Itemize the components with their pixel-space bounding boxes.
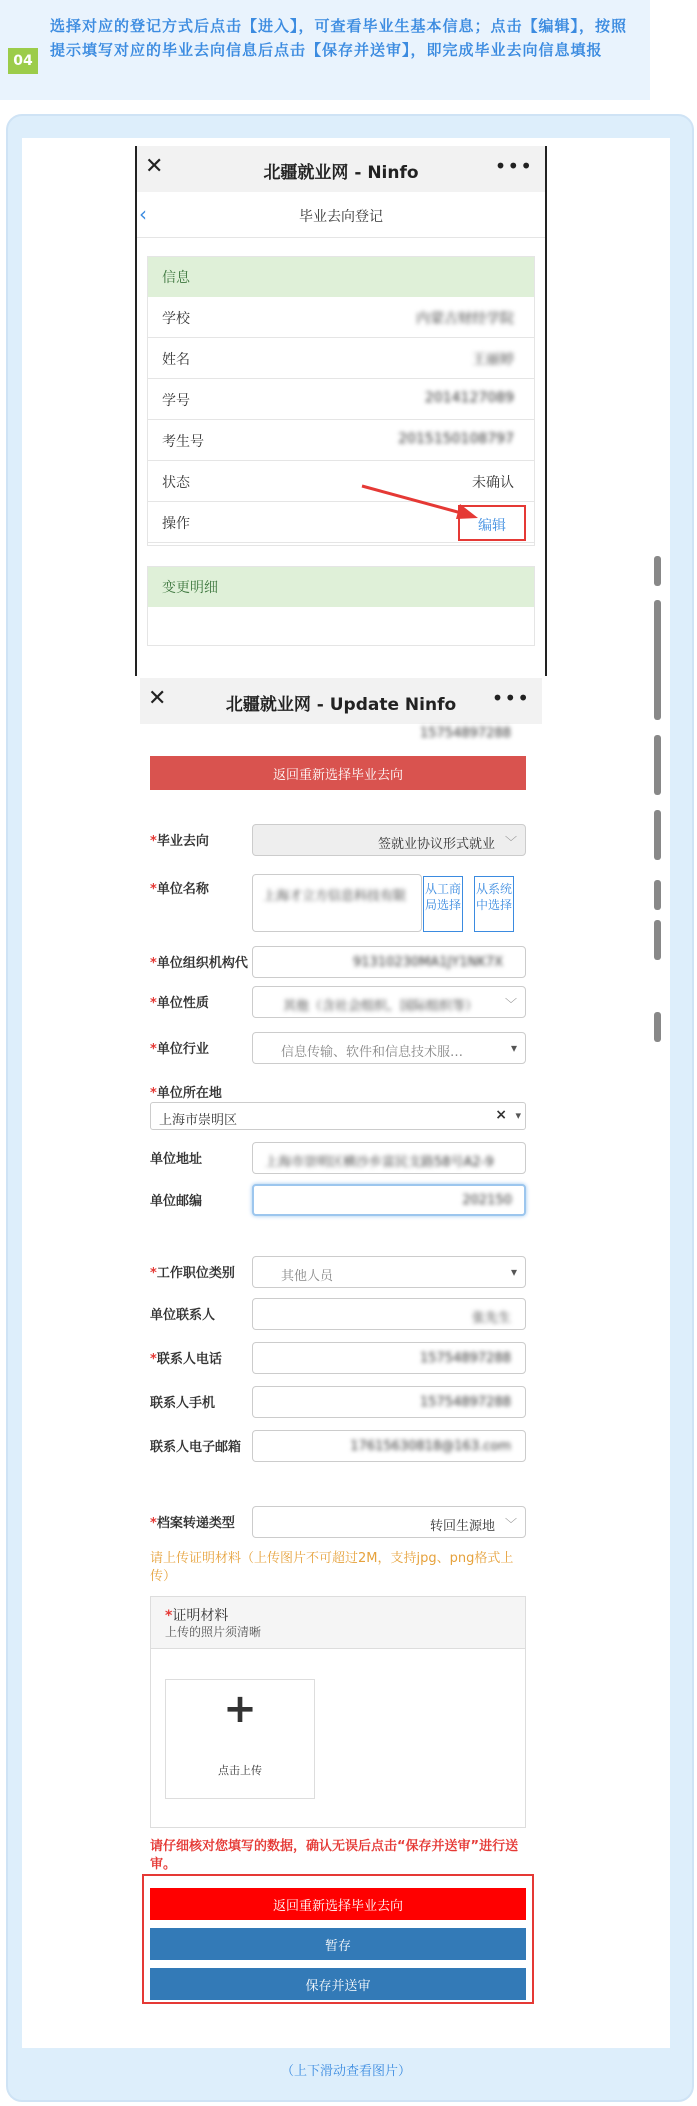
scrollbar-segment[interactable] (654, 1012, 661, 1042)
wechat-title-bar (137, 146, 545, 192)
unit-nature-label: *单位性质 (150, 996, 209, 1011)
input-value: 上海市崇明区横沙乡富民支路58号A2-9 (265, 1155, 494, 1170)
upload-box[interactable] (165, 1679, 315, 1799)
info-row-name (148, 338, 534, 379)
archive-type-label: *档案转递类型 (150, 1516, 235, 1531)
more-icon[interactable]: ••• (491, 686, 530, 710)
contact-email-input[interactable] (252, 1430, 526, 1462)
input-value: 张先生 (471, 1311, 511, 1326)
select-value: 上海市崇明区 (159, 1113, 238, 1128)
phone-screenshot-registration (135, 146, 547, 676)
select-value: 签就业协议形式就业 (377, 837, 495, 852)
row-value: 2014127089 (424, 390, 514, 406)
red-arrow-icon (360, 482, 480, 522)
row-value: 内蒙古财经学院 (416, 311, 514, 327)
chevron-down-icon: ﹀ (504, 1517, 517, 1531)
input-value: 17615630818@163.com (350, 1439, 511, 1454)
select-from-system-button[interactable]: 从系统中选择 (474, 876, 514, 932)
postcode-label: 单位邮编 (150, 1194, 203, 1209)
proof-card (150, 1596, 526, 1828)
wechat-page-title: 北疆就业网 - Ninfo (263, 163, 419, 183)
job-category-select[interactable] (252, 1256, 526, 1288)
info-row-school (148, 297, 534, 338)
save-draft-button[interactable]: 暂存 (150, 1928, 526, 1960)
clear-icon[interactable]: × (495, 1107, 507, 1123)
contact-mobile-label: 联系人手机 (150, 1396, 216, 1411)
select-value: 其他人员 (281, 1269, 334, 1284)
input-value: 15754897288 (420, 1395, 511, 1410)
caret-down-icon: ▾ (510, 1265, 517, 1279)
scrollbar-segment[interactable] (654, 735, 661, 795)
org-code-input[interactable] (252, 946, 526, 978)
scrollbar-segment[interactable] (654, 600, 661, 720)
chevron-down-icon: ﹀ (504, 997, 517, 1011)
row-label: 学校 (162, 311, 190, 327)
info-row-exam-id (148, 420, 534, 461)
proof-subtitle: 上传的照片须清晰 (165, 1625, 262, 1639)
close-icon[interactable]: ✕ (145, 154, 164, 179)
row-value: 2015150108797 (398, 431, 514, 447)
upload-hint: 请上传证明材料（上传图片不可超过2M，支持jpg、png格式上传） (150, 1551, 514, 1584)
info-row-student-id (148, 379, 534, 420)
input-value: 91310230MA1JY1NK7X (353, 955, 504, 970)
caret-down-icon: ▾ (510, 1041, 517, 1055)
step-number-badge: 04 (8, 48, 38, 74)
scrollbar-segment[interactable] (654, 920, 661, 960)
scrollbar-segment[interactable] (654, 556, 661, 586)
proof-title: *证明材料 (165, 1608, 229, 1624)
plus-icon: + (223, 1686, 257, 1732)
job-category-label: *工作职位类别 (150, 1266, 235, 1281)
back-chevron-icon[interactable]: ‹ (139, 202, 147, 226)
more-icon[interactable]: ••• (494, 154, 533, 178)
wechat-title-bar-update (140, 678, 542, 724)
row-label: 学号 (162, 393, 190, 409)
unit-name-label: *单位名称 (150, 882, 209, 897)
destination-label: *毕业去向 (150, 834, 209, 849)
location-label: *单位所在地 (150, 1086, 222, 1101)
change-details-header: 变更明细 (148, 567, 534, 607)
select-value: 转回生源地 (429, 1519, 495, 1534)
contact-input[interactable] (252, 1298, 526, 1330)
wechat-page-title: 北疆就业网 - Update Ninfo (225, 695, 457, 715)
select-value: 信息传输、软件和信息技术服… (281, 1045, 464, 1060)
reselect-destination-button-top[interactable]: 返回重新选择毕业去向 (150, 756, 526, 790)
chevron-down-icon: ﹀ (504, 835, 517, 849)
save-and-submit-button[interactable]: 保存并送审 (150, 1968, 526, 2000)
upload-label: 点击上传 (218, 1764, 262, 1777)
unit-industry-label: *单位行业 (150, 1042, 209, 1057)
address-input[interactable] (252, 1142, 526, 1174)
close-icon[interactable]: ✕ (148, 686, 167, 711)
row-label: 姓名 (162, 352, 190, 368)
row-label: 操作 (162, 516, 190, 532)
location-select[interactable] (150, 1102, 526, 1130)
contact-phone-label: *联系人电话 (150, 1352, 222, 1367)
edit-link[interactable]: 编辑 (478, 518, 506, 534)
input-value: 上海才立方信息科技有限 (263, 889, 407, 904)
scrollbar-segment[interactable] (654, 810, 661, 860)
contact-phone-input[interactable] (252, 1342, 526, 1374)
select-from-business-bureau-button[interactable]: 从工商局选择 (423, 876, 463, 932)
partial-field-value: 15754897288 (420, 726, 511, 741)
unit-nature-select[interactable] (252, 986, 526, 1018)
reselect-destination-button[interactable]: 返回重新选择毕业去向 (150, 1888, 526, 1920)
unit-industry-select[interactable] (252, 1032, 526, 1064)
destination-select[interactable] (252, 824, 526, 856)
org-code-label: *单位组织机构代 (150, 956, 248, 971)
select-value: 其他（含社会组织、国际组织等） (283, 999, 479, 1014)
caret-down-icon: ▾ (515, 1109, 521, 1122)
contact-email-label: 联系人电子邮箱 (150, 1440, 242, 1455)
page-header (137, 192, 545, 238)
archive-type-select[interactable] (252, 1506, 526, 1538)
scroll-hint-caption: （上下滑动查看图片） (280, 2064, 411, 2079)
row-label: 状态 (162, 475, 190, 491)
row-value: 王丽婷 (472, 352, 514, 368)
contact-label: 单位联系人 (150, 1308, 216, 1323)
status-value: 未确认 (472, 475, 514, 491)
change-details-card (147, 566, 535, 646)
input-value: 202150 (462, 1193, 512, 1208)
row-label: 考生号 (162, 434, 204, 450)
page-title: 毕业去向登记 (299, 209, 383, 225)
postcode-input[interactable] (252, 1184, 526, 1216)
input-value: 15754897288 (420, 1351, 511, 1366)
info-header: 信息 (148, 257, 534, 297)
confirm-warning: 请仔细核对您填写的数据，确认无误后点击“保存并送审”进行送审。 (150, 1839, 519, 1872)
unit-name-input[interactable] (252, 874, 422, 932)
scrollbar-segment[interactable] (654, 880, 661, 910)
step-instruction: 选择对应的登记方式后点击【进入】，可查看毕业生基本信息；点击【编辑】，按照提示填写对应的毕业去向信息后点击【保存并送审】，即完成毕业去向信息填报 (50, 17, 628, 59)
address-label: 单位地址 (150, 1152, 203, 1167)
contact-mobile-input[interactable] (252, 1386, 526, 1418)
